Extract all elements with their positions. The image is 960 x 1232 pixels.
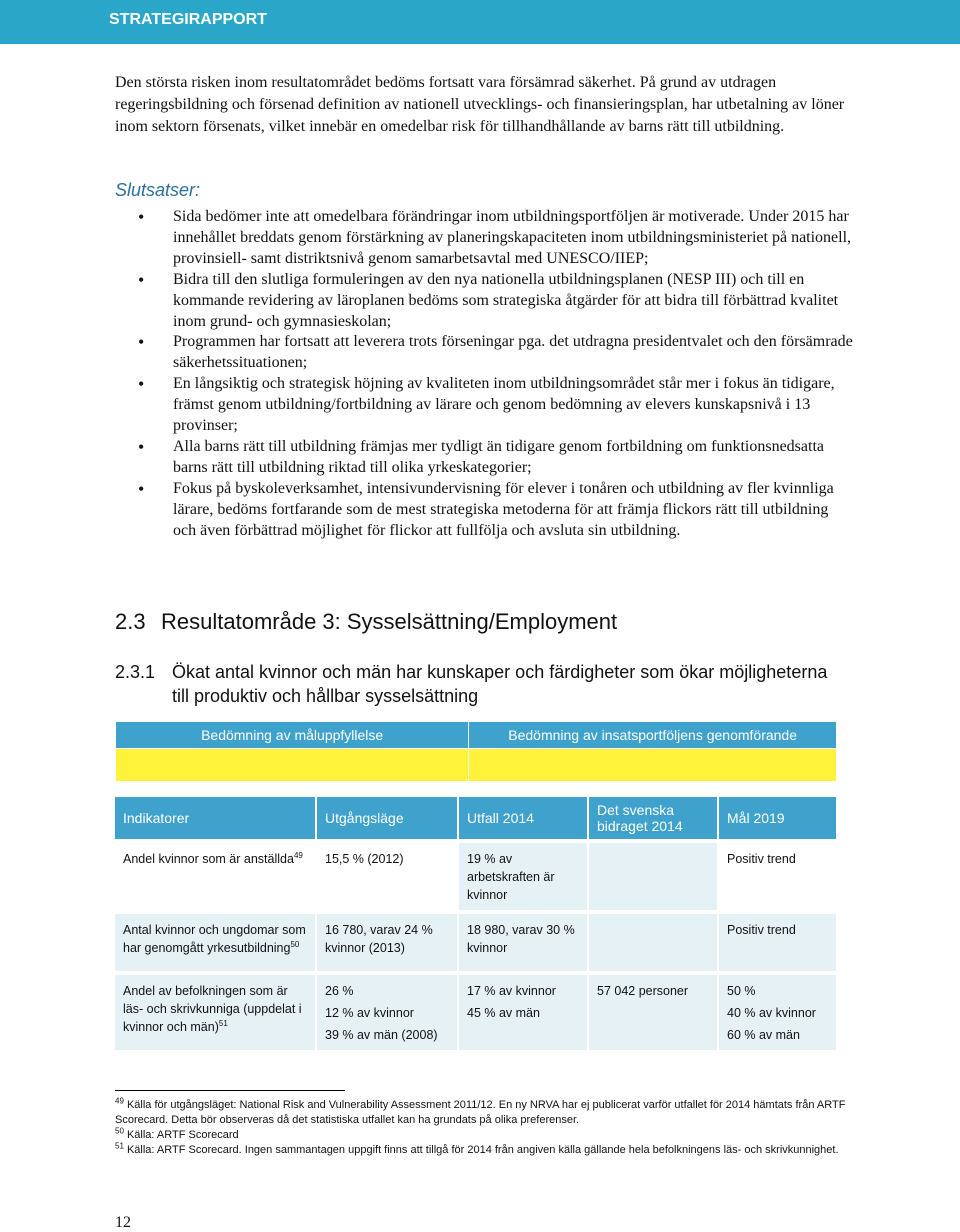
assessment-portfolio-status <box>469 749 837 782</box>
document-title: STRATEGIRAPPORT <box>109 11 267 28</box>
subsection-title: Ökat antal kvinnor och män har kunskaper och färdigheter som ökar möjligheterna till produktiv och hållbar sysselsättning <box>172 662 828 706</box>
page-number: 12 <box>115 1214 131 1231</box>
section-heading <box>115 609 617 635</box>
swedish-contribution-header: Det svenska bidraget 2014 <box>589 797 719 839</box>
target-cell: Positiv trend <box>719 839 838 910</box>
conclusion-item: • Programmen har fortsatt att leverera trots förseningar pga. det utdragna presidentvalet och den försämrade säkerhetssituationen; <box>115 332 855 374</box>
conclusion-item: • Bidra till den slutliga formuleringen av den nya nationella utbildningsplanen (NESP III) och till en kommande revidering av läroplanen bedöms som strategiska åtgärder för att bidra till förbättrad kvalitet inom grund- och gymnasieskolan; <box>115 270 855 333</box>
indicator-header: Indikatorer <box>115 797 317 839</box>
conclusion-item: • Fokus på byskoleverksamhet, intensivundervisning för elever i tonåren och utbildning av fler kvinnliga lärare, bedöms fortfarande som de mest strategiska metoderna för att främja flickors rätt till utbildning och även förbättrad möjlighet för flickor att fullfölja och avsluta sin utbildning. <box>115 479 855 542</box>
table-row <box>115 910 838 971</box>
baseline-header: Utgångsläge <box>317 797 459 839</box>
section-number: 2.3 <box>115 609 146 634</box>
swedish-contribution-cell: 57 042 personer <box>589 971 719 1050</box>
conclusion-item: • Alla barns rätt till utbildning främjas mer tydligt än tidigare genom fortbildning om funktionsnedsatta barns rätt till utbildning riktad till olika yrkeskategorier; <box>115 437 855 479</box>
outcome-cell: 17 % av kvinnor 45 % av män <box>459 971 589 1050</box>
conclusion-item: • En långsiktig och strategisk höjning av kvaliteten inom utbildningsområdet står mer i fokus än tidigare, främst genom utbildning/fortbildning av lärare och genom bedömning av elevers kunskapsnivå i 13 provinser; <box>115 374 855 437</box>
assessment-portfolio-header: Bedömning av insatsportföljens genomförande <box>469 722 837 749</box>
section-title: Resultatområde 3: Sysselsättning/Employment <box>161 609 618 634</box>
footnote: $^{51}$ Källa: ARTF Scorecard. Ingen sammantagen uppgift finns att tillgå för 2014 från angiven källa gällande hela befolkningens läs- och skrivkunnighet. <box>115 1141 839 1156</box>
indicator-cell: Andel kvinnor som är anställda$^{49}$ <box>115 839 317 910</box>
assessment-goal-status <box>116 749 469 782</box>
conclusions-list <box>115 207 855 542</box>
conclusion-item: • Sida bedömer inte att omedelbara förändringar inom utbildningsportföljen är motiverade. Under 2015 har innehållet breddats genom förstärkning av planeringskapaciteten inom utbildningsministeriet på nationell, provinsiell- samt distriktsnivå genom samarbetsavtal med UNESCO/IIEP; <box>115 207 855 270</box>
header-bar <box>0 0 960 44</box>
outcome-header: Utfall 2014 <box>459 797 589 839</box>
footnotes <box>115 1098 855 1158</box>
outcome-cell: 19 % av arbetskraften är kvinnor <box>459 839 589 910</box>
baseline-cell: 26 % 12 % av kvinnor 39 % av män (2008) <box>317 971 459 1050</box>
conclusions-heading: Slutsatser: <box>115 180 201 200</box>
intro-paragraph: Den största risken inom resultatområdet bedöms fortsatt vara försämrad säkerhet. På grund av utdragen regeringsbildning och försenad definition av nationell utvecklings- och finansieringsplan, har utbetalning av löner inom sektorn försenats, vilket innebär en omedelbar risk för tillhandhållande av barns rätt till utbildning. <box>115 74 845 135</box>
swedish-contribution-cell <box>589 910 719 971</box>
footnote: $^{49}$ Källa för utgångsläget: National Risk and Vulnerability Assessment 2011/12. En ny NRVA har ej publicerat varför utfallet för 2014 hämtats från ARTF Scorecard. Detta bör observeras då det statistiska utfallet kan ha grundats på olika preferenser. <box>115 1096 846 1126</box>
table-row <box>115 839 838 910</box>
indicator-table <box>115 797 838 1050</box>
assessment-goal-header: Bedömning av måluppfyllelse <box>116 722 469 749</box>
outcome-cell: 18 980, varav 30 % kvinnor <box>459 910 589 971</box>
footnote: $^{50}$ Källa: ARTF Scorecard <box>115 1126 239 1141</box>
swedish-contribution-cell <box>589 839 719 910</box>
target-cell: Positiv trend <box>719 910 838 971</box>
baseline-cell: 16 780, varav 24 % kvinnor (2013) <box>317 910 459 971</box>
subsection-heading <box>115 660 835 708</box>
indicator-cell: Andel av befolkningen som är läs- och skrivkunniga (uppdelat i kvinnor och män)$^{51}$ <box>115 971 317 1050</box>
footnote-divider <box>115 1090 345 1091</box>
baseline-cell: 15,5 % (2012) <box>317 839 459 910</box>
target-cell: 50 % 40 % av kvinnor 60 % av män <box>719 971 838 1050</box>
indicator-cell: Antal kvinnor och ungdomar som har genomgått yrkesutbildning$^{50}$ <box>115 910 317 971</box>
target-header: Mål 2019 <box>719 797 838 839</box>
subsection-number: 2.3.1 <box>115 662 156 682</box>
table-row <box>115 971 838 1050</box>
assessment-table <box>115 721 837 782</box>
